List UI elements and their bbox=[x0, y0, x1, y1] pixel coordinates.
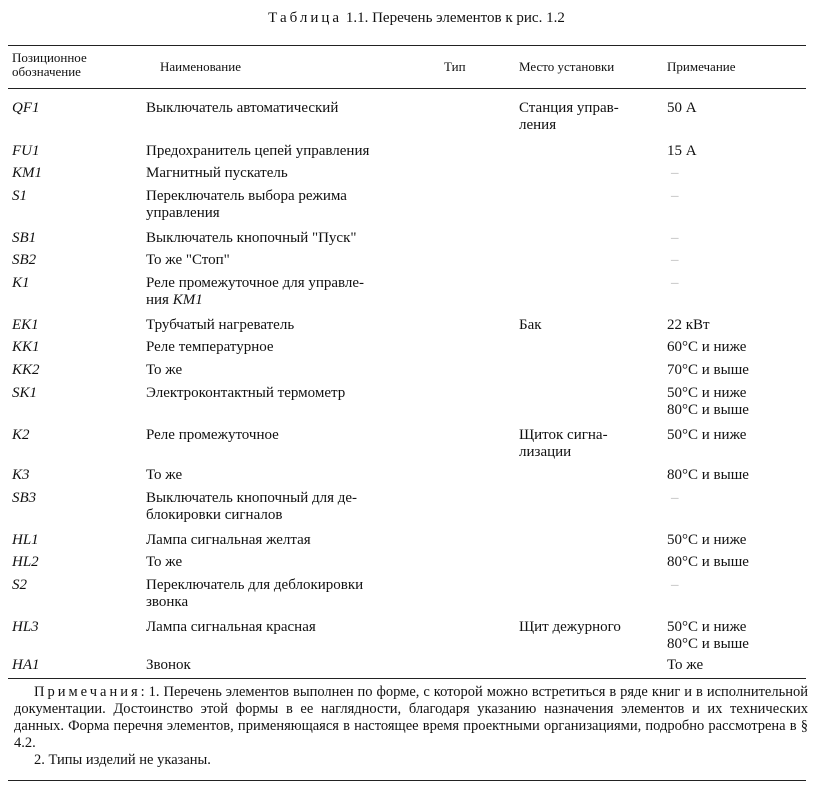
note-line: – bbox=[671, 165, 679, 181]
note-cell bbox=[667, 490, 811, 507]
element-name bbox=[146, 554, 436, 571]
element-name-line: То же bbox=[146, 362, 183, 378]
table-notes bbox=[14, 684, 808, 769]
position-code: KM1 bbox=[12, 165, 42, 181]
note-line: 50°С и ниже bbox=[667, 427, 747, 443]
element-name-line: звонка bbox=[146, 594, 189, 610]
note-line: 50°С и ниже bbox=[667, 532, 747, 548]
note-line: 22 кВт bbox=[667, 317, 710, 333]
note-line: – bbox=[671, 230, 679, 246]
note-line: 60°С и ниже bbox=[667, 339, 747, 355]
element-name-line: То же "Стоп" bbox=[146, 252, 230, 268]
note-line: 50°С и ниже bbox=[667, 385, 747, 401]
note-cell bbox=[667, 252, 811, 269]
header-name: Наименование bbox=[160, 59, 241, 74]
position-code: FU1 bbox=[12, 143, 40, 159]
table-caption bbox=[0, 10, 833, 27]
note-line: – bbox=[671, 252, 679, 268]
note-cell bbox=[667, 339, 807, 356]
element-name-line: Переключатель для деблокировки bbox=[146, 577, 364, 593]
element-name bbox=[146, 100, 436, 117]
note-cell bbox=[667, 467, 807, 484]
element-name-line: Звонок bbox=[146, 657, 191, 673]
note-line: То же bbox=[667, 657, 704, 673]
bottom-rule bbox=[8, 678, 806, 679]
note-line: 80°С и выше bbox=[667, 636, 749, 652]
note-line: 80°С и выше bbox=[667, 402, 749, 418]
note-cell bbox=[667, 188, 811, 205]
note-line: 50 А bbox=[667, 100, 697, 116]
position-code: SB3 bbox=[12, 490, 37, 506]
note-cell bbox=[667, 385, 807, 419]
element-name-line: Предохранитель цепей управления bbox=[146, 143, 370, 159]
note-cell bbox=[667, 554, 807, 571]
header-rule bbox=[8, 88, 806, 89]
element-name bbox=[146, 339, 436, 356]
header-position-line2: обозначение bbox=[12, 64, 81, 79]
header-place: Место установки bbox=[519, 59, 615, 74]
position-code: KK1 bbox=[12, 339, 40, 355]
element-name bbox=[146, 362, 436, 379]
element-name bbox=[146, 188, 436, 222]
element-name-line: Реле промежуточное bbox=[146, 427, 279, 443]
note-line: 80°С и выше bbox=[667, 554, 749, 570]
caption-label: Таблица bbox=[268, 10, 343, 26]
note-line: – bbox=[671, 188, 679, 204]
position-code: K3 bbox=[12, 467, 30, 483]
note-cell bbox=[667, 427, 807, 444]
notes-label: Примечания bbox=[34, 684, 141, 700]
element-name bbox=[146, 252, 436, 269]
caption-text: 1.1. Перечень элементов к рис. 1.2 bbox=[345, 10, 565, 26]
install-place-line: Щиток сигна- bbox=[519, 427, 608, 443]
note-cell bbox=[667, 362, 807, 379]
position-code: HL3 bbox=[12, 619, 39, 635]
note-cell bbox=[667, 657, 807, 674]
install-place-line: Щит дежурного bbox=[519, 619, 621, 635]
note-line: – bbox=[671, 275, 679, 291]
install-place-line: лизации bbox=[519, 444, 572, 460]
install-place bbox=[519, 100, 659, 134]
install-place bbox=[519, 317, 659, 334]
note-line: 50°С и ниже bbox=[667, 619, 747, 635]
note-cell bbox=[667, 100, 807, 117]
element-name bbox=[146, 577, 436, 611]
top-rule bbox=[8, 45, 806, 46]
element-name-line: Лампа сигнальная красная bbox=[146, 619, 316, 635]
position-code: K1 bbox=[12, 275, 30, 291]
position-code: S2 bbox=[12, 577, 27, 593]
note-paragraph-2: 2. Типы изделий не указаны. bbox=[34, 752, 211, 768]
element-name-line: То же bbox=[146, 467, 183, 483]
note-1-text: : 1. Перечень элементов выполнен по форме, с которой можно встретиться в ряде книг и в исполнительной документации. Достоинство этой формы в ее наглядности, благодаря указанию назначения элементов и их технических данных. Форма перечня элементов, применяющаяся в настоящее время проектными организациями, подробно рассмотрена в § 4.2. bbox=[14, 684, 808, 751]
note-line: 80°С и выше bbox=[667, 467, 749, 483]
position-code: QF1 bbox=[12, 100, 40, 116]
element-name-line: управления bbox=[146, 205, 220, 221]
header-position bbox=[12, 51, 87, 79]
element-name-line: Электроконтактный термометр bbox=[146, 385, 346, 401]
element-name bbox=[146, 275, 436, 309]
install-place bbox=[519, 619, 659, 636]
position-code: K2 bbox=[12, 427, 30, 443]
element-name-ref: KM1 bbox=[172, 292, 203, 308]
element-name-line: Реле промежуточное для управле- bbox=[146, 275, 365, 291]
element-name-line: ния KM1 bbox=[146, 292, 203, 308]
element-name bbox=[146, 230, 436, 247]
position-code: EK1 bbox=[12, 317, 39, 333]
install-place-line: ления bbox=[519, 117, 557, 133]
element-name bbox=[146, 385, 436, 402]
element-name bbox=[146, 427, 436, 444]
position-code: HA1 bbox=[12, 657, 40, 673]
note-cell bbox=[667, 165, 811, 182]
note-cell bbox=[667, 577, 811, 594]
element-name-line: Выключатель автоматический bbox=[146, 100, 339, 116]
install-place bbox=[519, 427, 659, 461]
element-name-line: Магнитный пускатель bbox=[146, 165, 288, 181]
position-code: SK1 bbox=[12, 385, 38, 401]
note-line: 70°С и выше bbox=[667, 362, 749, 378]
position-code: HL1 bbox=[12, 532, 39, 548]
header-position-line1: Позиционное bbox=[12, 50, 87, 65]
note-cell bbox=[667, 230, 811, 247]
position-code: S1 bbox=[12, 188, 27, 204]
note-cell bbox=[667, 143, 807, 160]
element-name-line: блокировки сигналов bbox=[146, 507, 283, 523]
note-cell bbox=[667, 317, 807, 334]
element-name bbox=[146, 532, 436, 549]
note-line: – bbox=[671, 490, 679, 506]
element-name-line: Лампа сигнальная желтая bbox=[146, 532, 311, 548]
position-code: KK2 bbox=[12, 362, 40, 378]
element-name bbox=[146, 165, 436, 182]
note-cell bbox=[667, 532, 807, 549]
element-name bbox=[146, 619, 436, 636]
position-code: HL2 bbox=[12, 554, 39, 570]
element-name-line: Трубчатый нагреватель bbox=[146, 317, 295, 333]
note-cell bbox=[667, 619, 807, 653]
note-paragraph-1 bbox=[14, 684, 808, 752]
position-code: SB1 bbox=[12, 230, 37, 246]
header-type: Тип bbox=[444, 59, 466, 74]
note-cell bbox=[667, 275, 811, 292]
install-place-line: Станция управ- bbox=[519, 100, 619, 116]
element-name bbox=[146, 143, 436, 160]
element-name bbox=[146, 467, 436, 484]
element-name-line: Реле температурное bbox=[146, 339, 274, 355]
note-line: 15 А bbox=[667, 143, 697, 159]
element-name bbox=[146, 490, 436, 524]
element-name-line: Переключатель выбора режима bbox=[146, 188, 347, 204]
element-name bbox=[146, 657, 436, 674]
element-name-line: То же bbox=[146, 554, 183, 570]
element-name bbox=[146, 317, 436, 334]
header-note: Примечание bbox=[667, 59, 736, 74]
install-place-line: Бак bbox=[519, 317, 542, 333]
element-name-line: Выключатель кнопочный для де- bbox=[146, 490, 358, 506]
notes-rule bbox=[8, 780, 806, 781]
note-line: – bbox=[671, 577, 679, 593]
position-code: SB2 bbox=[12, 252, 37, 268]
element-name-line: Выключатель кнопочный "Пуск" bbox=[146, 230, 357, 246]
